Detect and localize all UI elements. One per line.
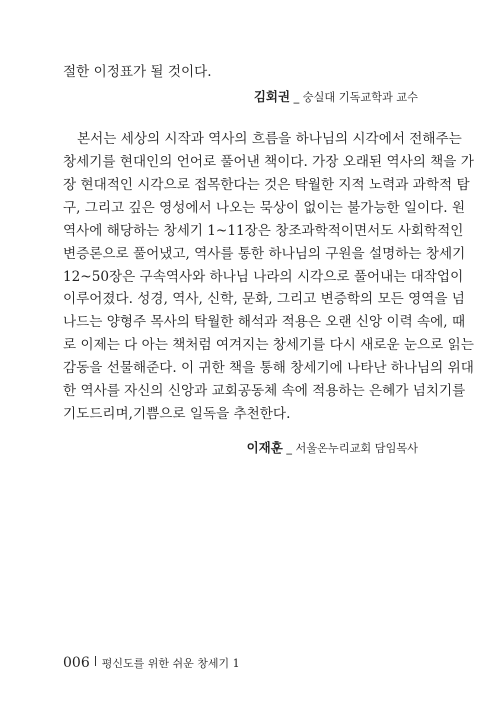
- recommendation-paragraph: [63, 128, 474, 426]
- paragraph-line: 기도드리며,기쁨으로 일독을 추천한다.: [63, 406, 291, 423]
- paragraph-line: 장 현대적인 시각으로 접목한다는 것은 탁월한 지적 노력과 과학적 탐: [63, 176, 470, 193]
- paragraph-line: 역사에 해당하는 창세기 1~11장은 창조과학적이면서도 사회학적인: [63, 222, 464, 239]
- page-number: 006: [63, 655, 90, 671]
- paragraph-line: 창세기를 현대인의 언어로 풀어낸 책이다. 가장 오래된 역사의 책을 가: [63, 153, 474, 170]
- book-title: 평신도를 위한 쉬운 창세기 1: [101, 657, 240, 670]
- paragraph-line: 로 이제는 다 아는 책처럼 여겨지는 창세기를 다시 새로운 눈으로 읽는: [63, 337, 474, 354]
- paragraph-line: 구, 그리고 깊은 영성에서 나오는 묵상이 없이는 불가능한 일이다. 원: [63, 199, 466, 216]
- recommender-role: _ 서울온누리교회 담임목사: [286, 442, 418, 455]
- paragraph-line: 변증론으로 풀어냈고, 역사를 통한 하나님의 구원을 설명하는 창세기: [63, 245, 466, 262]
- paragraph-line: 한 역사를 자신의 신앙과 교회공동체 속에 적용하는 은혜가 넘치기를: [63, 383, 466, 400]
- paragraph-line: 본서는 세상의 시작과 역사의 흐름을 하나님의 시각에서 전해주는: [77, 131, 462, 147]
- page-footer: [63, 654, 240, 673]
- paragraph-line: 감동을 선물해준다. 이 귀한 책을 통해 창세기에 나타난 하나님의 위대: [63, 360, 474, 377]
- paragraph-line: 12~50장은 구속역사와 하나님 나라의 시각으로 풀어내는 대작업이: [63, 268, 464, 285]
- paragraph-line: 이루어졌다. 성경, 역사, 신학, 문화, 그리고 변증학의 모든 영역을 넘: [63, 291, 465, 308]
- recommender-signature-1: [254, 87, 418, 105]
- paragraph-line: 나드는 양형주 목사의 탁월한 해석과 적용은 오랜 신앙 이력 속에, 때: [63, 314, 466, 331]
- recommender-role: _ 숭실대 기독교학과 교수: [293, 91, 418, 104]
- footer-divider: [95, 656, 96, 666]
- recommender-name: 김회권: [253, 89, 291, 104]
- top-fragment-text: 절한 이정표가 될 것이다.: [63, 64, 212, 80]
- recommender-signature-2: [247, 438, 418, 456]
- recommender-name: 이재훈: [246, 440, 283, 455]
